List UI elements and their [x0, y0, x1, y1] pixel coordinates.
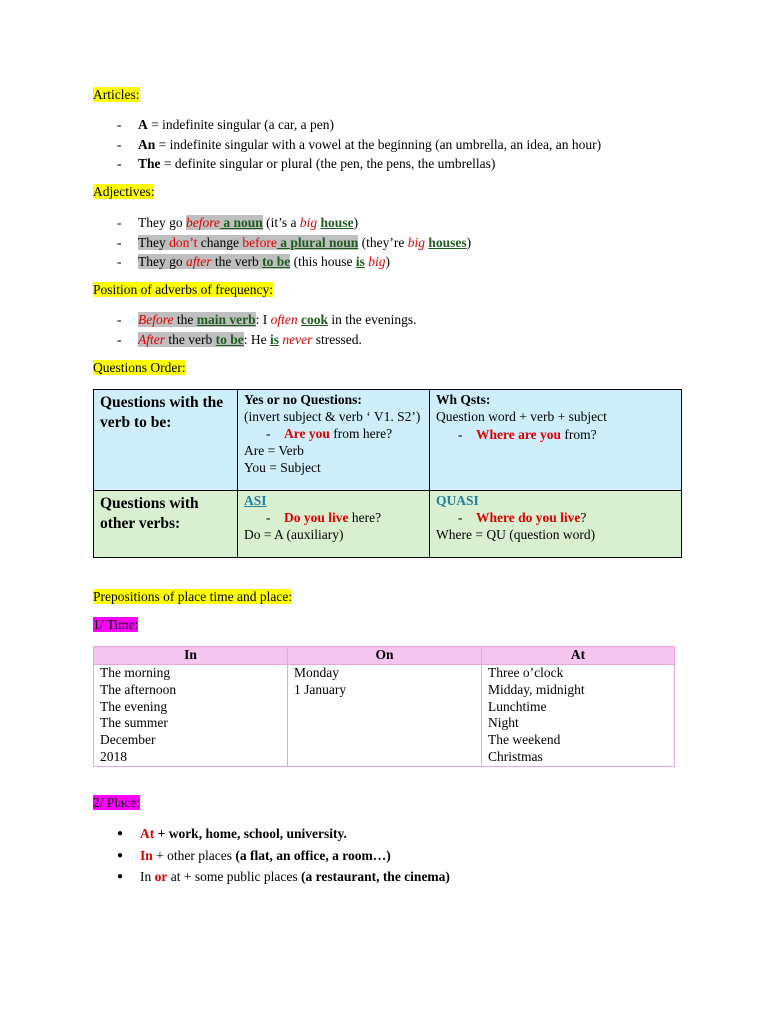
list-item: - They don’t change before a plural noun (they’re big houses) [114, 233, 471, 253]
table-row [94, 665, 675, 767]
list-item: ● In + other places (a flat, an office, a room…) [116, 845, 450, 867]
list-item: - After the verb to be: He is never stressed. [114, 330, 416, 350]
adverbs-heading: Position of adverbs of frequency: [93, 282, 273, 297]
list-item: - They go after the verb to be (this house is big) [114, 252, 471, 272]
column-header: At [482, 647, 675, 665]
table-cell: QUASI - Where do you live? Where = QU (question word) [430, 491, 682, 558]
time-heading: 1/ Time: [93, 617, 139, 632]
table-cell: Three o’clock Midday, midnight Lunchtime Night The weekend Christmas [482, 665, 675, 767]
column-header: On [288, 647, 482, 665]
table-cell: Monday 1 January [288, 665, 482, 767]
time-table [93, 646, 675, 767]
column-header: In [94, 647, 288, 665]
place-list [116, 823, 450, 888]
table-row [94, 491, 682, 558]
table-cell: The morning The afternoon The evening The summer December 2018 [94, 665, 288, 767]
questions-heading: Questions Order: [93, 360, 186, 375]
list-item: - They go before a noun (it’s a big house) [114, 213, 471, 233]
list-item: - The = definite singular or plural (the pen, the pens, the umbrellas) [114, 154, 601, 174]
list-item: ● At + work, home, school, university. [116, 823, 450, 845]
articles-heading: Articles: [93, 87, 140, 102]
list-item: ● In or at + some public places (a restaurant, the cinema) [116, 866, 450, 888]
list-item: - A = indefinite singular (a car, a pen) [114, 115, 601, 135]
table-cell: Wh Qsts: Question word + verb + subject - Where are you from? [430, 390, 682, 491]
list-item: - Before the main verb: I often cook in the evenings. [114, 310, 416, 330]
articles-list [114, 115, 601, 174]
adjectives-list [114, 213, 471, 272]
adverbs-list [114, 310, 416, 349]
adjectives-heading: Adjectives: [93, 184, 155, 199]
prepositions-heading: Prepositions of place time and place: [93, 589, 293, 604]
table-cell: Yes or no Questions: (invert subject & verb ‘ V1. S2’) - Are you from here? Are = Verb You = Subject [238, 390, 430, 491]
table-cell: Questions with other verbs: [94, 491, 238, 558]
place-heading: 2/ Place: [93, 795, 140, 810]
table-header-row [94, 647, 675, 665]
table-cell: Questions with the verb to be: [94, 390, 238, 491]
list-item: - An = indefinite singular with a vowel at the beginning (an umbrella, an idea, an hour) [114, 135, 601, 155]
questions-table [93, 389, 682, 558]
table-row [94, 390, 682, 491]
table-cell: ASI - Do you live here? Do = A (auxiliary) [238, 491, 430, 558]
